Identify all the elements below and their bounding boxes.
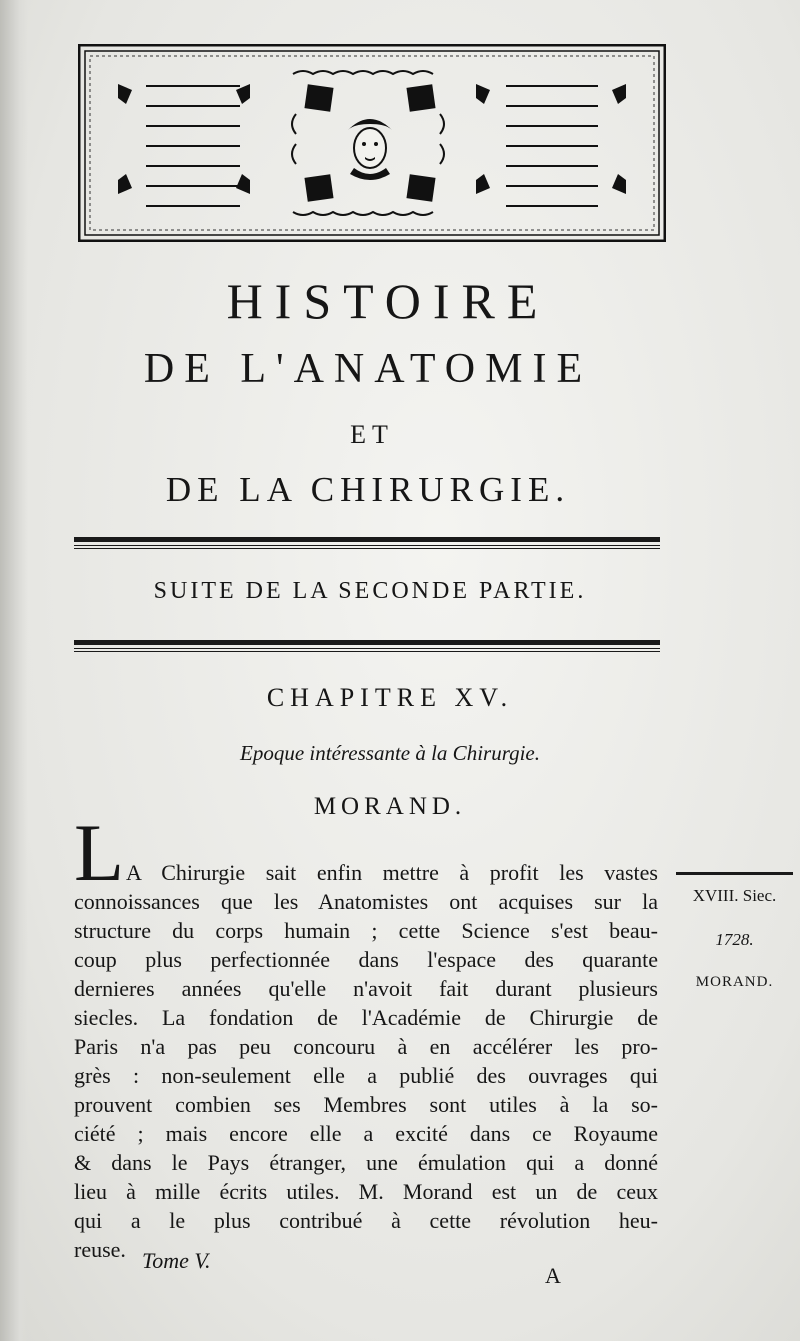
margin-century: XVIII. Siec. [692, 886, 777, 905]
chapter-heading: CHAPITRE XV. [266, 683, 514, 712]
body-line: qui a le plus contribué à cette révolution heu- [74, 1208, 658, 1233]
margin-year: 1728. [715, 930, 754, 949]
body-line: A Chirurgie sait enfin mettre à profit les vastes [126, 860, 658, 885]
drop-cap: L [74, 807, 125, 898]
body-line: structure du corps humain ; cette Science s'est beau- [74, 918, 658, 943]
chapter-epoch: Epoque intéressante à la Chirurgie. [240, 741, 540, 765]
title-divider [74, 537, 660, 549]
body-text [74, 858, 658, 1264]
title-line-histoire: HISTOIRE [226, 273, 550, 329]
body-line: connoissances que les Anatomistes ont acquises sur la [74, 889, 658, 914]
body-line: prouvent combien ses Membres sont utiles à la so- [74, 1092, 658, 1117]
body-line: coup plus perfectionnée dans l'espace des quarante [74, 947, 658, 972]
margin-rule [676, 872, 793, 875]
body-line: grès : non-seulement elle a publié des ouvrages qui [74, 1063, 658, 1088]
part-subheading: SUITE DE LA SECONDE PARTIE. [153, 578, 587, 604]
decorative-headpiece [78, 44, 666, 242]
chapter-author: MORAND. [313, 793, 467, 820]
title-line-chirurgie: DE LA CHIRURGIE. [165, 470, 571, 509]
body-line: Paris n'a pas peu concouru à en accélérer les pro- [74, 1034, 658, 1059]
body-line: siecles. La fondation de l'Académie de Chirurgie de [74, 1005, 658, 1030]
subheading-divider [74, 640, 660, 652]
volume-label: Tome V. [142, 1248, 211, 1273]
body-line: & dans le Pays étranger, une émulation qui a donné [74, 1150, 658, 1175]
body-line: lieu à mille écrits utiles. M. Morand est un de ceux [74, 1179, 658, 1204]
page-gutter [0, 0, 28, 1341]
body-line: ciété ; mais encore elle a excité dans ce Royaume [74, 1121, 658, 1146]
signature-mark: A [545, 1263, 561, 1288]
title-line-et: ET [350, 420, 394, 449]
body-line: reuse. [74, 1237, 126, 1262]
body-line: dernieres années qu'elle n'avoit fait durant plusieurs [74, 976, 658, 1001]
title-line-anatomie: DE L'ANATOMIE [143, 346, 593, 392]
margin-name: MORAND. [695, 974, 774, 990]
